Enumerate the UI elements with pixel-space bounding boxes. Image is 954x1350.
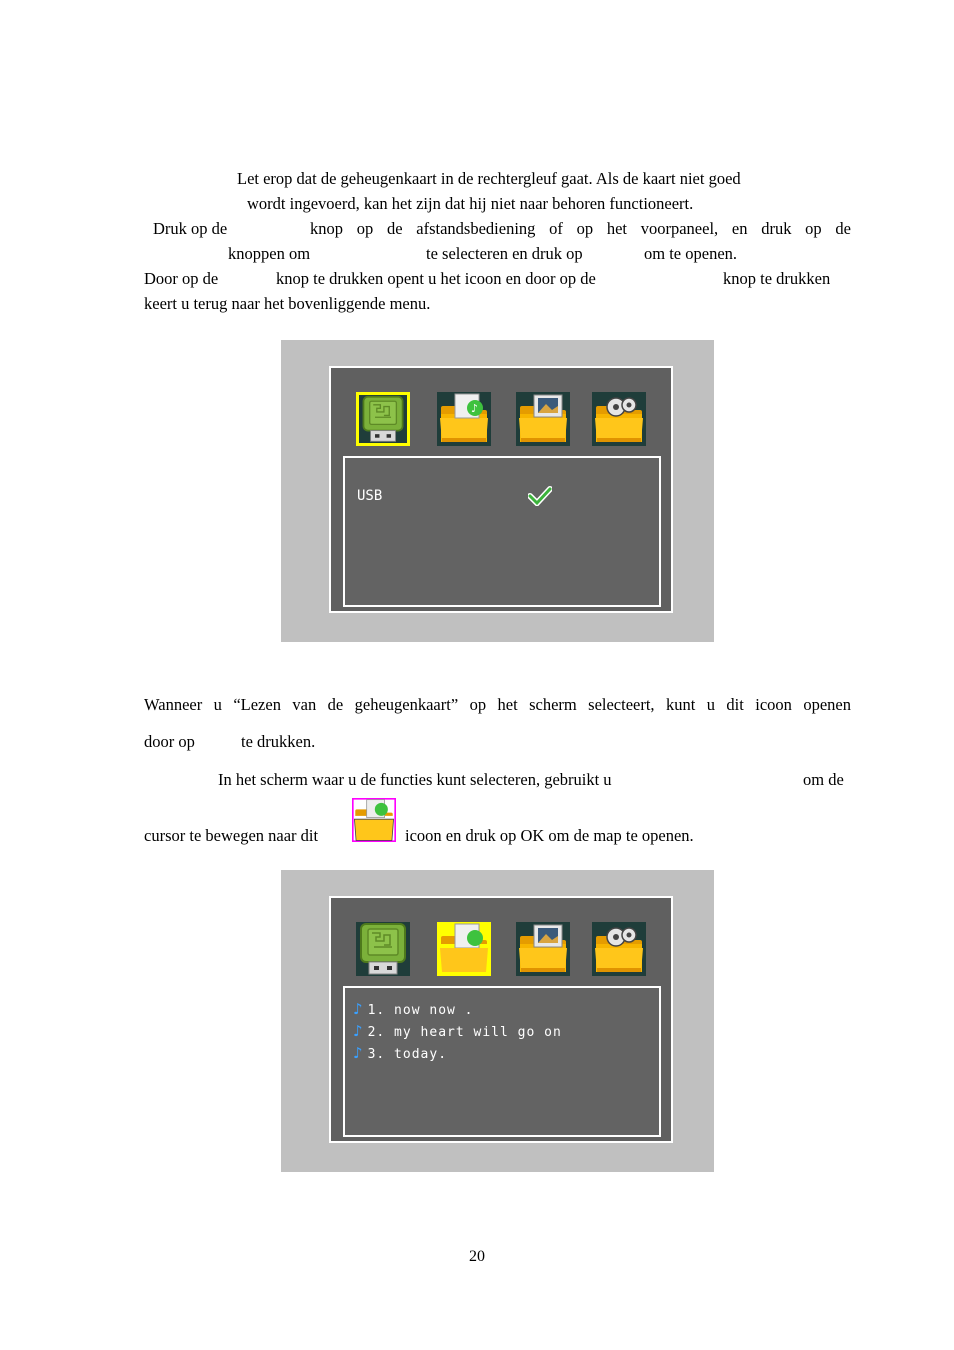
song-list bbox=[343, 986, 661, 1137]
paragraph-3-segment-b: knop te drukken opent u het icoon en door op de bbox=[276, 269, 596, 288]
svg-text:♪: ♪ bbox=[471, 402, 479, 415]
photo-folder-icon[interactable] bbox=[516, 392, 570, 446]
paragraph-3-segment-a: Door op de bbox=[144, 269, 219, 288]
paragraph-3-segment-c: knop te drukken bbox=[723, 269, 831, 288]
paragraph-1-line-2: wordt ingevoerd, kan het zijn dat hij niet naar behoren functioneert. bbox=[247, 194, 694, 213]
music-folder-icon[interactable] bbox=[437, 922, 491, 976]
usb-icon[interactable] bbox=[356, 392, 410, 446]
paragraph-5-segment-b: om de bbox=[803, 770, 844, 789]
paragraph-4-line-1: Wanneer u “Lezen van de geheugenkaart” op het scherm selecteert, kunt u dit icoon openen bbox=[144, 695, 851, 714]
song-item[interactable]: ♪ 3. today. bbox=[353, 1044, 448, 1062]
paragraph-1-line-1: Let erop dat de geheugenkaart in de rechtergleuf gaat. Als de kaart niet goed bbox=[237, 169, 741, 188]
device-label-usb[interactable]: USB bbox=[357, 488, 383, 504]
usb-menu-screenshot bbox=[281, 340, 714, 642]
paragraph-2-segment-c: knoppen om bbox=[228, 244, 311, 263]
photo-folder-icon[interactable] bbox=[516, 922, 570, 976]
music-menu-screenshot bbox=[281, 870, 714, 1172]
movie-folder-icon[interactable] bbox=[592, 392, 646, 446]
paragraph-2-segment-d: te selecteren en druk op bbox=[426, 244, 583, 263]
paragraph-2-segment-e: om te openen. bbox=[644, 244, 738, 263]
usb-icon[interactable] bbox=[356, 922, 410, 976]
paragraph-5-segment-d: icoon en druk op OK om de map te openen. bbox=[405, 826, 694, 845]
paragraph-2-segment-b: knop op de afstandsbediening of op het voorpaneel, en druk op de bbox=[310, 219, 851, 238]
music-note-icon: ♪ bbox=[353, 1044, 364, 1062]
menu-panel bbox=[329, 896, 673, 1143]
music-note-icon: ♪ bbox=[353, 1022, 364, 1040]
paragraph-4-segment-b: te drukken. bbox=[241, 732, 316, 751]
song-item[interactable]: ♪ 2. my heart will go on bbox=[353, 1022, 562, 1040]
music-note-icon: ♪ bbox=[353, 1000, 364, 1018]
paragraph-5-segment-c: cursor te bewegen naar dit bbox=[144, 826, 319, 845]
paragraph-4-segment-a: door op bbox=[144, 732, 195, 751]
menu-panel bbox=[329, 366, 673, 613]
paragraph-5-segment-a: In het scherm waar u de functies kunt selecteren, gebruikt u bbox=[218, 770, 612, 789]
song-item[interactable]: ♪ 1. now now . bbox=[353, 1000, 474, 1018]
device-list bbox=[343, 456, 661, 607]
page-number: 20 bbox=[469, 1248, 485, 1265]
music-folder-icon[interactable] bbox=[437, 392, 491, 446]
music-folder-inline-icon bbox=[352, 798, 396, 842]
movie-folder-icon[interactable] bbox=[592, 922, 646, 976]
checkmark-icon bbox=[528, 486, 552, 506]
paragraph-3-line-2: keert u terug naar het bovenliggende menu. bbox=[144, 294, 431, 313]
paragraph-2-segment-a: Druk op de bbox=[153, 219, 228, 238]
